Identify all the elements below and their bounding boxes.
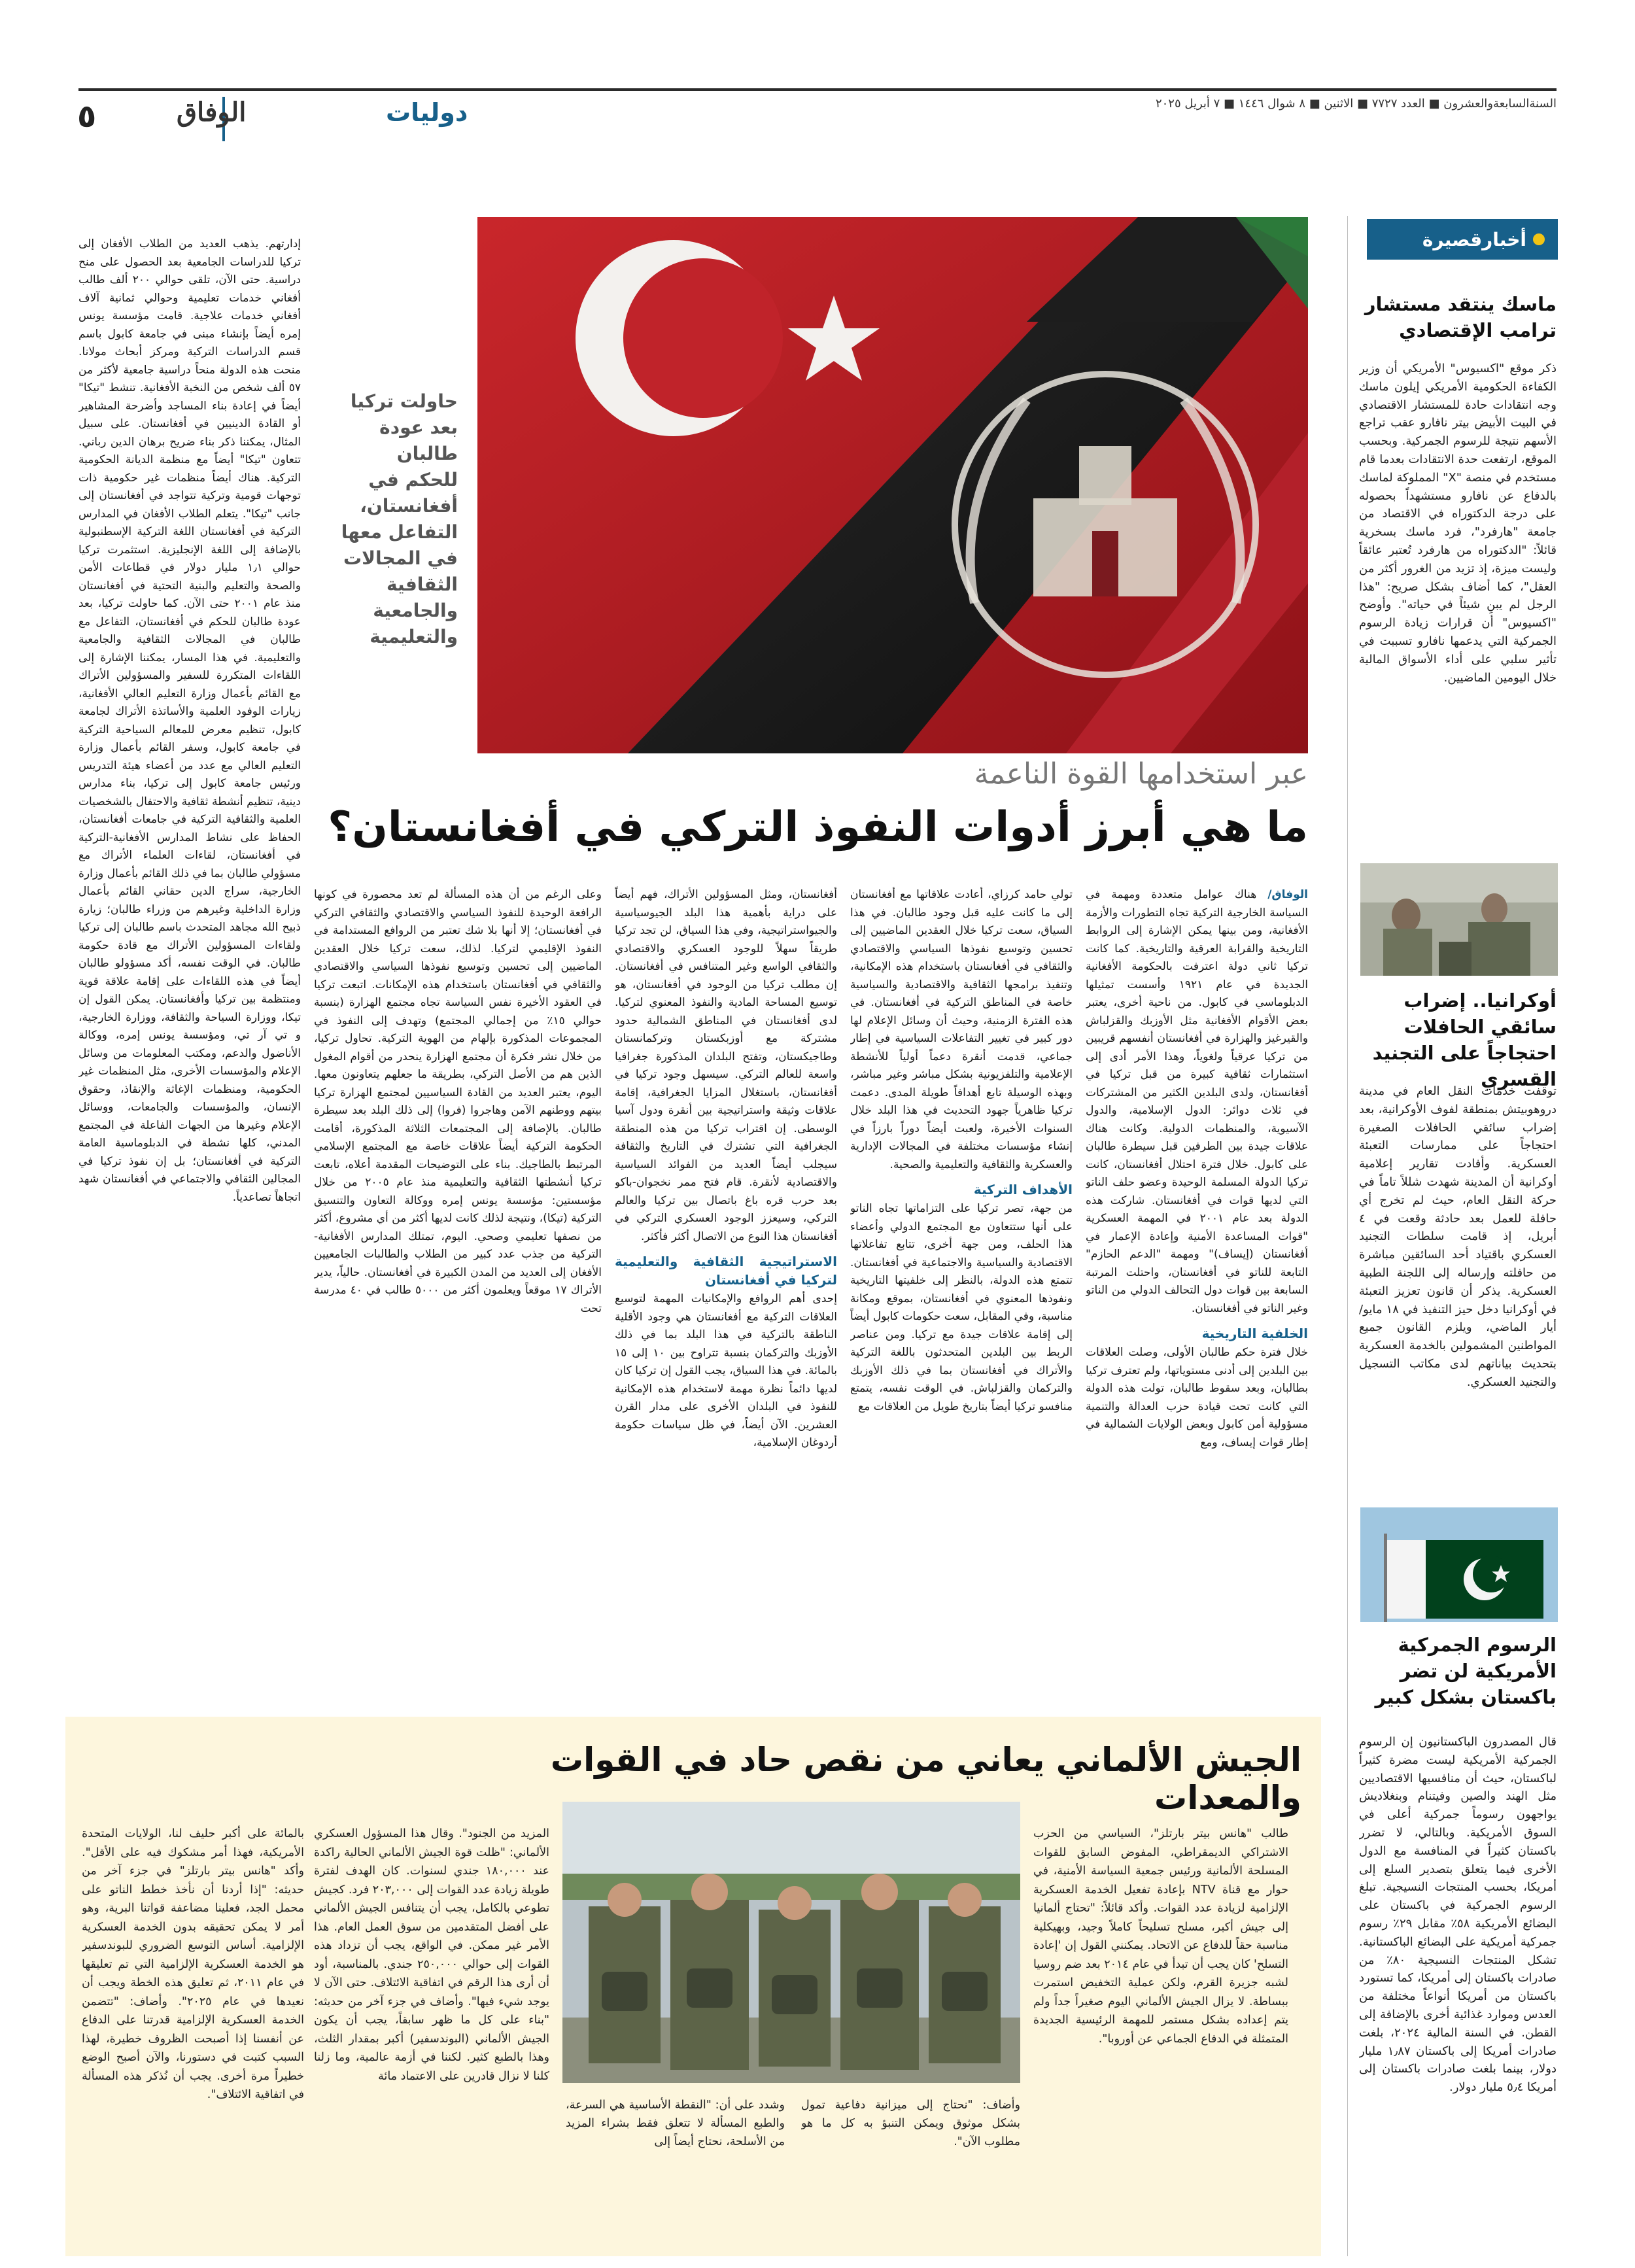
article-title: ما هي أبرز أدوات النفوذ التركي في أفغانستان؟ xyxy=(328,803,1308,851)
bottom-text-under-photo: وشدد على أن: "النقطة الأساسية هي السرعة، والطبع المسألة لا تتعلق فقط بشراء المزيد من الأسلحة، نحتاج أيضاً إلى xyxy=(566,2099,785,2148)
article-column-4 xyxy=(314,886,602,1704)
issue-meta: السنةالسابعةوالعشرون ■ العدد ٧٧٢٧ ■ الاثنين ■ ٨ شوال ١٤٤٦ ■ ٧ أبريل ٢٠٢٥ xyxy=(1155,97,1557,111)
sidebar-story-title: أوكرانيا.. إضراب سائقي الحافلات احتجاجاً على التجنيد القسري xyxy=(1372,989,1557,1090)
sidebar-story-title: الرسوم الجمركية الأمريكية لن تضر باكستان بشكل كبير xyxy=(1375,1634,1557,1708)
sidebar-story-text: ذكر موقع "اكسيوس" الأمريكي أن وزير الكفاءة الحكومية الأمريكي إيلون ماسك وجه انتقادات حادة للمستشار الاقتصادي في البيت الأبيض بيتر نافارو عقب تراجع الأسهم نتيجة للرسوم الجمركية. وبحسب الموقع، ارتفعت حدة الانتقادات بعدما قام مستخدم في منصة "X" المملوكة لماسك بالدفاع عن نافارو مستشهداً بحصوله على درجة الدكتوراه في الاقتصاد من جامعة "هارفرد"، فرد ماسك بسخرية قائلاً: "الدكتوراه من هارفرد تُعتبر عائقاً وليست ميزة، إذ تزيد من الغرور أكثر من العقل"، كما أضاف بشكل صريح: "هذا الرجل لم يبنِ شيئاً في حياته". وأوضح "اكسيوس" أن قرارات زيادة الرسوم الجمركية التي يدعمها نافارو تسببت في تأثير سلبي على أداء الأسواق المالية خلال اليومين الماضيين. xyxy=(1359,362,1557,685)
pakistan-flag-photo xyxy=(1360,1507,1558,1622)
article-text: أفغانستان، ومثل المسؤولين الأتراك، فهم أيضاً على دراية بأهمية هذا البلد الجيوسياسية والجيواستراتيجية، وفي هذا السياق، لن تجد تركيا طريقاً سهلاً للوجود العسكري والاقتصادي والثقافي الواسع وغير المتنافس في أفغانستان. إن مطلب تركيا من الوجود في أفغانستان، هو توسيع المساحة المادية والنفوذ المعنوي لتركيا. لدى أفغانستان في المناطق الشمالية حدود مشتركة مع أوزبكستان وتركمانستان وطاجيكستان، وتفتح البلدان المذكورة جغرافيا واسعة للعالم التركي. سيسهل وجود تركيا في أفغانستان، باستغلال المزايا الجغرافية، إقامة علاقات وثيقة واستراتيجية بين أنقرة ودول آسيا الوسطى. إن اقتراب تركيا من هذه المنطقة الجغرافية التي تشترك في التاريخ والثقافة سيجلب أيضاً العديد من الفوائد السياسية والاقتصادية لأنقرة. قام فتح ممر نخجوان-باكو بعد حرب قره باغ باتصال بين تركيا والعالم التركي، وسيعزز الوجود العسكري التركي في أفغانستان هذا النوع من الاتصال أكثر فأكثر. xyxy=(615,888,837,1243)
article-text: خلال فترة حكم طالبان الأولى، وصلت العلاقات بين البلدين إلى أدنى مستوياتها، ولم تعترف تركيا بطالبان، وبعد سقوط طالبان، تولت هذه الدولة التي كانت تحت قيادة حزب العدالة والتنمية مسؤولية أمن كابول وبعض الولايات الشمالية في إطار قوات إيساف، ومع xyxy=(1086,1346,1308,1449)
ukraine-photo xyxy=(1360,863,1558,976)
article-text: وعلى الرغم من أن هذه المسألة لم تعد محصورة في كونها الرافعة الوحيدة للنفوذ السياسي والاقتصادي والثقافي التركي في أفغانستان؛ إلا أنها بلا شك تعتبر من الروافع المستدامة في النفوذ الإقليمي لتركيا. لذلك، سعت تركيا خلال العقدين الماضيين إلى تحسين وتوسيع نفوذها السياسي والاقتصادي والثقافي في أفغانستان باستخدام هذه الإمكانات. اتبعت تركيا في العقود الأخيرة نفس السياسة تجاه مجتمع الهزارة (بنسبة حوالي ١٥٪ من إجمالي المجتمع) وتهدف إلى النفوذ في المجموعات المذكورة بإلهام من الهوية التركية. تحاول تركيا، من خلال نشر فكرة أن مجتمع الهزارة ينحدر من أقوام المغول الذين هم من الأصل التركي، بطريقة ما جعلهم يتعاونون معها. اليوم، يعتبر العديد من القادة السياسيين لمجتمع الهزارة تركيا بيتهم ووطنهم الآمن وهاجروا (فروا) إلى ذلك البلد بعد سيطرة طالبان. بالإضافة إلى المجتمعات الثلاثة المذكورة، أقامت الحكومة التركية أيضاً علاقات خاصة مع المجتمع الإسلامي المرتبط بالطاجيك. بناء على التوضيحات المقدمة أعلاه، تابعت تركيا أنشطتها الثقافية والتعليمية منذ عام ٢٠٠٥ من خلال مؤسستين: مؤسسة يونس إمره ووكالة التعاون والتنسيق التركية (تيكا)، ونتيجة لذلك كانت لديها أكثر من أي مشروع، أكثر من نصفها تعليمي وصحي. اليوم، تمتلك المدارس الأفغانية-التركية من جذب عدد كبير من الطلاب والطالبات الجامعيين الأفغان إلى العديد من المدن الكبيرة في أفغانستان. حالياً، يدير الأتراك ١٧ موقعاً ويعلمون أكثر من ٥٠٠٠ طالب في ٤٠ مدرسة تحت xyxy=(314,888,602,1315)
bottom-column-1: طالب "هانس بيتر بارتلز"، السياسي من الحزب الاشتراكي الديمقراطي، المفوض السابق للقوات المسلحة الألمانية ورئيس جمعية السياسة الأمنية، في حوار مع قناة NTV بإعادة تفعيل الخدمة العسكرية الإلزامية لزيادة عدد القوات. وأكد قائلاً: "تحتاج ألمانيا إلى جيش أكبر، مسلح تسليحاً كاملاً وجيد، وبهيكلية مناسبة حقاً للدفاع عن الاتحاد. يمكنني القول إن 'إعادة التسلح' كان يجب أن تبدأ في عام ٢٠١٤ بعد ضم روسيا لشبه جزيرة القرم، ولكن عملية التخفيض استمرت ببساطة. لا يزال الجيش الألماني اليوم صغيراً جداً ولم يتم إعداده بشكل مستمر للمهمة الرئيسية الجديدة المتمثلة في الدفاع الجماعي عن أوروبا". xyxy=(1033,1827,1288,2046)
turkey-afghanistan-flags-image xyxy=(477,217,1308,753)
short-news-banner xyxy=(1367,219,1558,260)
article-text: هناك عوامل متعددة ومهمة في السياسة الخارجية التركية تجاه التطورات والأزمة الأفغانية، ومن بينها يمكن الإشارة إلى الروابط التاريخية والقرابة العرقية والتاريخية. كما كانت تركيا ثاني دولة اعترفت بالحكومة الأفغانية الجديدة في عام ١٩٢١ وأسست تمثيلها الدبلوماسي في كابول. من ناحية أخرى، يعتبر بعض الأقوام الأفغانية مثل الأوزبك والقزلباش والقيرغيز والهزارة في أفغانستان أنفسهم قريبين من تركيا عرقياً ولغوياً، وهذا الأمر أدى إلى استثمارات ثقافية كبيرة من قبل تركيا في أفغانستان، ولدى البلدين الكثير من المشتركات في ثلاث دوائر: الدول الإسلامية، والدول الآسيوية، والمنظمات الدولية. وكانت هناك علاقات جيدة بين الطرفين قبل سيطرة طالبان على كابول. خلال فترة احتلال أفغانستان، كانت تركيا الدولة المسلمة الوحيدة وعضو حلف الناتو التي لديها قوات في أفغانستان. شاركت هذه الدولة بعد عام ٢٠٠١ في المهمة العسكرية "قوات المساعدة الأمنية وإعادة الإعمار في أفغانستان (إيساف)" ومهمة "الدعم الحازم" التابعة للناتو في أفغانستان، واحتلت المرتبة السابعة بين قوات دول التحالف الدولي من الناتو وغير الناتو في أفغانستان. xyxy=(1086,888,1308,1315)
subheading: الأهداف التركية xyxy=(973,1182,1073,1197)
article-text: إدارتهم. يذهب العديد من الطلاب الأفغان إلى تركيا للدراسات الجامعية بعد الحصول على منح دراسية. حتى الآن، تلقى حوالي ٢٠٠ ألف طالب أفغاني خدمات تعليمية وحوالي ثمانية آلاف أفغاني خدمات علاجية. قامت مؤسسة يونس إمره أيضاً بإنشاء مبنى في جامعة كابول باسم قسم الدراسات التركية ومركز أبحاث مولانا. منحت هذه الدولة منحاً دراسية جامعية لأكثر من ٥٧ ألف شخص من النخبة الأفغانية. تنشط "تيكا" أيضاً في إعادة بناء المساجد وأضرحة المشاهير أو القادة الدينيين في أفغانستان. على سبيل المثال، يمكننا ذكر بناء ضريح برهان الدين رباني. تتعاون "تيكا" أيضاً مع منظمة الديانة الحكومية التركية. هناك أيضاً منظمات غير حكومية ذات توجهات قومية وتركية تتواجد في أفغانستان إلى جانب "تيكا". يتعلم الطلاب الأفغان في المدارس التركية في أفغانستان اللغة التركية الإسطنبولية بالإضافة إلى اللغة الإنجليزية. استثمرت تركيا حوالي ١٫١ مليار دولار في قطاعات الأمن والصحة والتعليم والبنية التحتية في أفغانستان منذ عام ٢٠٠١ حتى الآن. كما حاولت تركيا، بعد عودة طالبان للحكم في أفغانستان، التفاعل مع طالبان في المجالات الثقافية والجامعية والتعليمية. في هذا المسار، يمكننا الإشارة إلى اللقاءات المتكررة للسفير والمسؤولين الأتراك مع القائم بأعمال وزارة التعليم العالي الأفغانية، زيارات الوفود العلمية والأساتذة الأتراك لجامعة كابول، تنظيم معرض للمعالم السياحية التركية في جامعة كابول، وسفر القائم بأعمال وزارة التعليم العالي مع عدد من أعضاء هيئة التدريس ورئيس جامعة كابول إلى تركيا، بناء مدارس دينية، تنظيم أنشطة ثقافية والاحتفال بالشخصيات العلمية والثقافية التركية في جامعات أفغانستان، الحفاظ على نشاط المدارس الأفغانية-التركية في أفغانستان، لقاءات العلماء الأتراك مع مسؤولي طالبان بما في ذلك القائم بأعمال وزارة الخارجية، سراج الدين حقاني القائم بأعمال وزارة الداخلية وغيرهم من وزراء طالبان؛ زيارة ذبيح الله مجاهد المتحدث باسم طالبان إلى تركيا ولقاءات المسؤولين الأتراك مع قادة حكومة طالبان. في الوقت نفسه، أكد مسؤولو طالبان أيضاً في هذه اللقاءات على إقامة علاقة قوية ومنتظمة بين تركيا وأفغانستان. يمكن القول إن تيكا، ووزارة السياحة والثقافة، ووزارة الخارجية، و تي آر تي، ومؤسسة يونس إمره، ووكالة الأناضول والدعم، ومكتب المعلومات من وسائل الإعلام والمؤسسات الأخرى، مثل المنظمات غير الحكومية، ومنظمات الإغاثة والإنقاذ، وحقوق الإنسان، والمؤسسات والجامعات، ووسائل الإعلام وغيرها من الجهات الفاعلة في المجتمع المدني، كلها نشطة في الدبلوماسية العامة التركية في أفغانستان؛ بل إن نفوذ تركيا في المجالين الثقافي والاجتماعي في أفغانستان شهد اتجاهاً تصاعدياً. xyxy=(78,237,301,1204)
bottom-column-3: بالمائة على أكبر حليف لنا، الولايات المتحدة الأمريكية، فهذا أمر مشكوك فيه على الأقل". وأكد "هانس بيتر بارتلز" في جزء آخر من حديثه: "إذا أردنا أن نأخذ خطط الناتو على محمل الجد، فعلينا مضاعفة قواتنا البرية، وهو أمر لا يمكن تحقيقه بدون الخدمة العسكرية الإلزامية. أساس التوسع الضروري للبوندسفير هو الخدمة العسكرية الإلزامية التي تم تعليقها في عام ٢٠١١، ثم تعليق هذه الخطة ويجب أن نعيدها في عام ٢٠٢٥". وأضاف: "تتضمن الخدمة العسكرية الإلزامية قدرتنا على الدفاع عن أنفسنا إذا أصبحت الظروف خطيرة، لهذا السبب كتبت في دستورنا، والآن أصبح الوضع خطيراً مرة أخرى. يجب أن نُذكر هذه المسألة في اتفاقية الائتلاف". xyxy=(82,1827,304,2101)
subheading: الاستراتيجية الثقافية والتعليمية لتركيا في أفغانستان xyxy=(615,1254,837,1288)
bottom-text-under-photo: وأضاف: "نحتاج إلى ميزانية دفاعية تمول بشكل موثوق ويمكن التنبؤ به كل ما هو مطلوب الآن". xyxy=(801,2099,1020,2148)
bottom-article-title: الجيش الألماني يعاني من نقص حاد في القوات والمعدات xyxy=(550,1741,1301,1817)
article-column-3 xyxy=(615,886,837,1704)
article-text: من جهة، تصر تركيا على التزاماتها تجاه الناتو على أنها ستتعاون مع المجتمع الدولي وأعضاء هذا الحلف، ومن جهة أخرى، تتابع تفاعلاتها الاقتصادية والسياسية والاجتماعية في أفغانستان. تتمتع هذه الدولة، بالنظر إلى خلفيتها التاريخية ونفوذها المعنوي في أفغانستان، بموقع ومكانة مناسبة، وفي المقابل، سعت حكومات كابول أيضاً إلى إقامة علاقات جيدة مع تركيا. ومن عناصر الربط بين البلدين المتحدثون باللغة التركية والأتراك في أفغانستان بما في ذلك الأوزبك والتركمان والقزلباش. في الوقت نفسه، يتمتع منافسو تركيا أيضاً بتاريخ طويل من العلاقات مع xyxy=(850,1202,1073,1413)
short-news-label: أخبارقصيرة xyxy=(1422,228,1526,250)
article-text: إحدى أهم الروافع والإمكانيات المهمة لتوسيع العلاقات التركية مع أفغانستان هي وجود الأقلية الناطقة بالتركية في هذا البلد بما في ذلك الأوزبك والتركمان بنسبة تتراوح بين ١٠ إلى ١٥ بالمائة. في هذا السياق، يجب القول إن تركيا كان لديها دائماً نظرة مهمة لاستخدام هذه الإمكانية للنفوذ في البلدان الأخرى على مدار القرن العشرين. الآن أيضاً، في ظل سياسات حكومة أردوغان الإسلامية، xyxy=(615,1292,837,1449)
article-column-5 xyxy=(78,235,301,1694)
header-rule xyxy=(78,88,1557,91)
subheading: الخلفية التاريخية xyxy=(1201,1326,1308,1341)
german-soldiers-photo xyxy=(562,1802,1020,2083)
section-title: دوليات xyxy=(386,98,468,127)
article-column-1 xyxy=(1086,886,1308,1704)
bullet-icon xyxy=(1533,233,1545,245)
article-kicker: عبر استخدامها القوة الناعمة xyxy=(974,757,1308,791)
newspaper-logo: الوفاق xyxy=(177,97,247,128)
sidebar-story-text: قال المصدرون الباكستانيون إن الرسوم الجمركية الأمريكية ليست مضرة كثيراً لباكستان، حيث أن منافسيها الاقتصاديين مثل الهند والصين وفيتنام وبنغلاديش يواجهون رسوماً جمركية أعلى في السوق الأمريكية. وبالتالي، لا تضرر باكستان كثيراً في المنافسة مع الدول الأخرى فيما يتعلق بتصدير السلع إلى أمريكا، بحسب المنتجات النسيجية. تبلغ الرسوم الجمركية في باكستان على البضائع الأمريكية ٥٨٪ مقابل ٢٩٪ رسوم جمركية أمريكية على البضائع الباكستانية. تشكل المنتجات النسيجية ٨٠٪ من صادرات باكستان إلى أمريكا، كما تستورد باكستان من أمريكا أنواعاً مختلفة من العدس وموارد غذائية أخرى بالإضافة إلى القطن. في السنة المالية ٢٠٢٤، بلغت صادرات أمريكا إلى باكستان ١٫٨٧ مليار دولار، بينما بلغت صادرات باكستان إلى أمريكا ٥٫٤ مليار دولار. xyxy=(1359,1735,1557,2095)
sidebar-story-title: ماسك ينتقد مستشار ترامب الإقتصادي xyxy=(1364,293,1557,341)
article-text: تولي حامد كرزاي، أعادت علاقاتها مع أفغانستان إلى ما كانت عليه قبل وجود طالبان. في هذا السياق، سعت تركيا خلال العقدين الماضيين إلى تحسين وتوسيع نفوذها السياسي والاقتصادي والثقافي في أفغانستان باستخدام هذه الإمكانية، وتنفيذ برامجها الثقافية والاقتصادية والسياسية خاصة في المناطق التركية في أفغانستان. في هذه الفترة الزمنية، وحيث أن وسائل الإعلام لها دور كبير في تغيير التفاعلات السياسية في إطار جماعي، قدمت أنقرة دعماً أولياً للأنشطة الإعلامية والتلفزيونية بشكل مباشر وغير مباشر، وبهذه الوسيلة تابع أهدافاً طويلة المدى. دعمت تركيا ظاهرياً جهود التحديث في هذا البلد خلال السنوات الأخيرة، ولعبت أيضاً دوراً بارزاً في إنشاء مؤسسات مختلفة في المجالات الإدارية والعسكرية والثقافية والتعليمية والصحية. xyxy=(850,888,1073,1171)
byline: الوفاق/ xyxy=(1267,888,1308,901)
sidebar-story-text: توقفت خدمات النقل العام في مدينة دروهوبيتش بمنطقة لفوف الأوكرانية، بعد إضراب سائقي الحافلات الصغيرة احتجاجاً على ممارسات التعبئة العسكرية. وأفادت تقارير إعلامية أوكرانية أن المدينة شهدت شللاً تاماً في حركة النقل العام، حيث لم تخرج أي حافلة للعمل بعد حادثة وقعت في ٤ أبريل، إذ قامت سلطات التجنيد العسكري باقتياد أحد السائقين مباشرة من حافلته وإرساله إلى اللجنة الطبية العسكرية. يذكر أن قانون تعزيز التعبئة في أوكرانيا دخل حيز التنفيذ في ١٨ مايو/أيار الماضي، ويلزم القانون جميع المواطنين المشمولين بالخدمة العسكرية بتحديث بياناتهم لدى مكاتب التسجيل والتجنيد العسكري. xyxy=(1359,1084,1557,1389)
bottom-column-2: المزيد من الجنود". وقال هذا المسؤول العسكري الألماني: "ظلت قوة الجيش الألماني الحالية راكدة عند ١٨٠,٠٠٠ جندي لسنوات. كان الهدف لفترة طويلة زيادة عدد القوات إلى ٢٠٣,٠٠٠ فرد. كجيش تطوعي بالكامل، يجب أن يتنافس الجيش الألماني على أفضل المتقدمين من سوق العمل العام. هذا الأمر غير ممكن. في الواقع، يجب أن تزداد هذه القوات إلى حوالي ٢٥٠,٠٠٠ جندي. بالمناسبة، أود أن أرى هذا الرقم في اتفاقية الائتلاف. حتى الآن لا يوجد شيء فيها". وأضاف في جزء آخر من حديثه: "بناء على كل ما ظهر سابقاً، يجب أن يكون الجيش الألماني (البوندسفير) أكبر بمقدار الثلث، وهذا بالطبع كثير. لكننا في أزمة عالمية، وما زلنا كلنا لا نزال قادرين على الاعتماد مائة xyxy=(314,1827,549,2083)
page-number: ٥ xyxy=(77,98,97,135)
sidebar-divider xyxy=(1347,216,1348,2256)
article-column-2 xyxy=(850,886,1073,1704)
image-caption: حاولت تركيا بعد عودة طالبان للحكم في أفغانستان، التفاعل معها في المجالات الثقافية والجامعية والتعليمية xyxy=(341,390,458,647)
